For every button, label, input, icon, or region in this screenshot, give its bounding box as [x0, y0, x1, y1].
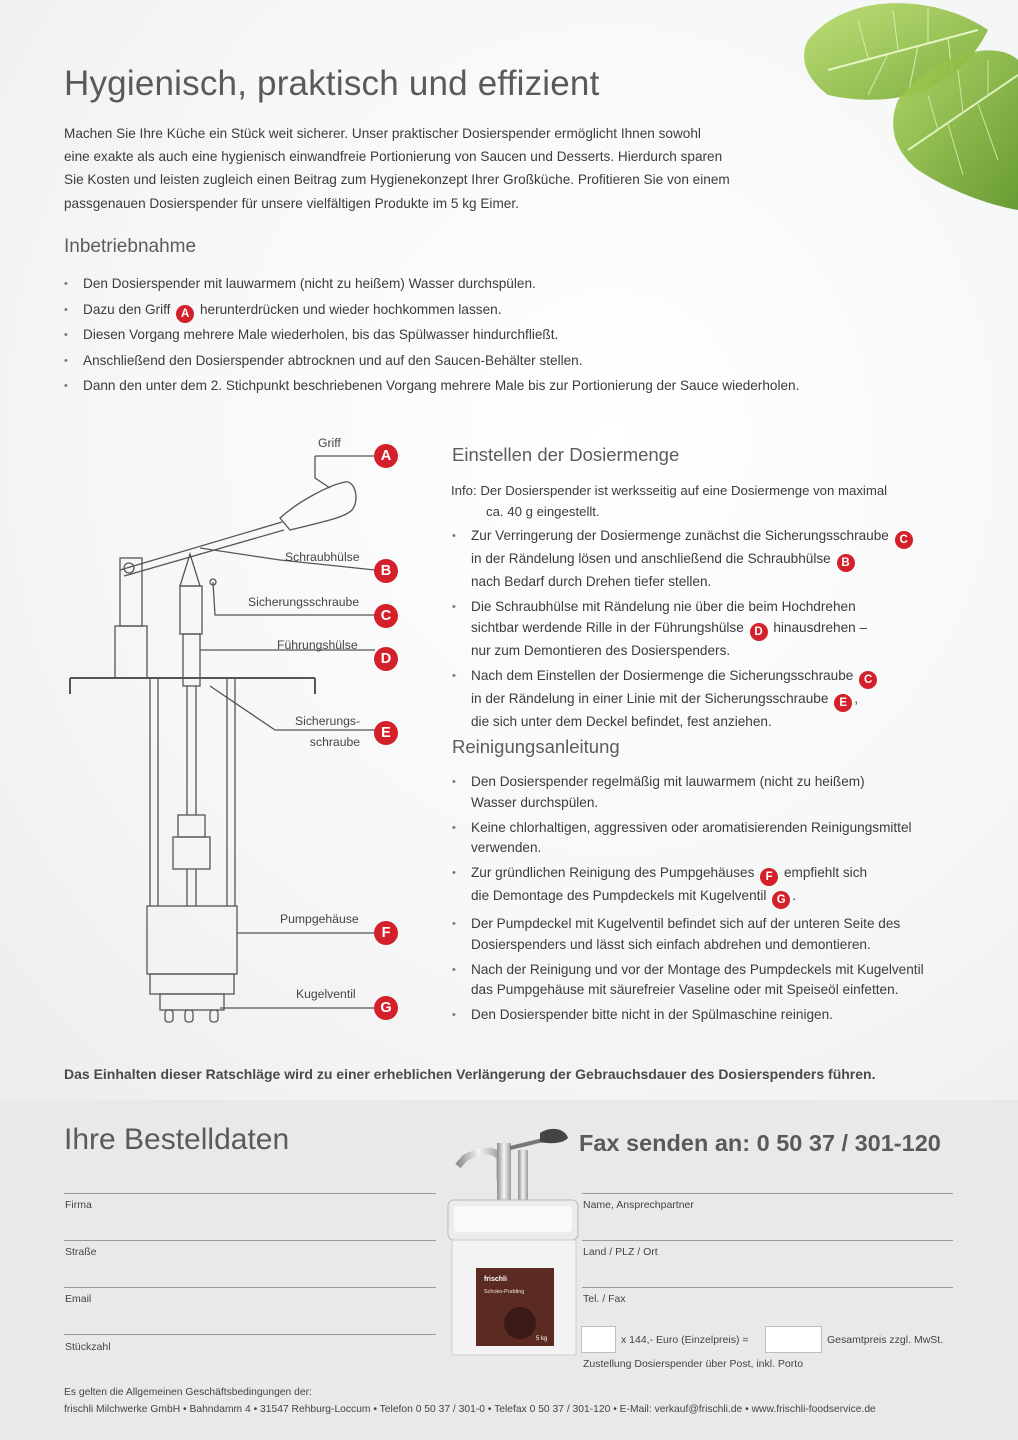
list-item: • Anschließend den Dosierspender abtrocknen und auf den Saucen-Behälter stellen.	[64, 351, 964, 377]
list-item: • Zur gründlichen Reinigung des Pumpgehäuses F empfiehlt sich die Demontage des Pumpdeckels mit Kugelventil G .	[452, 863, 957, 909]
stueckzahl-label: Stückzahl	[65, 1341, 111, 1353]
callout-badge-g: G	[374, 996, 398, 1020]
email-field[interactable]	[64, 1287, 436, 1288]
callout-badge-c: C	[895, 531, 913, 549]
ort-field[interactable]	[582, 1240, 953, 1241]
label-griff: Griff	[318, 436, 341, 450]
svg-text:5 kg: 5 kg	[536, 1336, 548, 1342]
callout-badge-c: C	[374, 604, 398, 628]
inbetriebnahme-heading: Inbetriebnahme	[64, 236, 197, 257]
intro-paragraph: Machen Sie Ihre Küche ein Stück weit sicherer. Unser praktischer Dosierspender ermöglicht Ihnen sowohl eine exakte als auch eine hygienisch einwandfreie Portionierung von Saucen und Desserts. Hierdurch sparen Sie Kosten und leisten zugleich einen Beitrag zum Hygienekonzept Ihrer Großküche. Profitieren Sie von einem passgenauen Dosierspender für unsere vielfältigen Produkte im 5 kg Eimer.	[64, 126, 730, 211]
list-item: • Nach der Reinigung und vor der Montage des Pumpdeckels mit Kugelventil das Pumpgehäuse mit säurefreier Vaseline oder mit Speiseöl einfetten.	[452, 960, 957, 1001]
list-item: • Zur Verringerung der Dosiermenge zunächst die Sicherungsschraube C in der Rändelung lösen und anschließend die Schraubhülse B nach Bedarf durch Drehen tiefer stellen.	[452, 526, 952, 593]
strasse-field[interactable]	[64, 1240, 436, 1241]
order-title: Ihre Bestelldaten	[64, 1123, 290, 1156]
list-item: • Die Schraubhülse mit Rändelung nie über die beim Hochdrehen sichtbar werdende Rille in der Führungshülse D hinausdrehen – nur zum Demontieren des Dosierspenders.	[452, 597, 952, 661]
inbetriebnahme-list	[64, 274, 964, 402]
callout-badge-b: B	[837, 554, 855, 572]
info-note: Info: Der Dosierspender ist werksseitig auf eine Dosiermenge von maximal ca. 40 g eingestellt.	[451, 483, 888, 519]
callout-badge-d: D	[750, 623, 768, 641]
callout-badge-a: A	[176, 305, 194, 323]
list-item: • Den Dosierspender bitte nicht in der Spülmaschine reinigen.	[452, 1005, 957, 1026]
list-item: • Dazu den Griff A herunterdrücken und wieder hochkommen lassen.	[64, 300, 964, 326]
einstellen-heading: Einstellen der Dosiermenge	[452, 444, 680, 465]
callout-badge-g: G	[772, 891, 790, 909]
strasse-label: Straße	[65, 1246, 97, 1258]
label-kugelventil: Kugelventil	[296, 987, 356, 1001]
callout-badge-c: C	[859, 671, 877, 689]
einstellen-list	[452, 526, 952, 737]
list-item: • Diesen Vorgang mehrere Male wiederholen, bis das Spülwasser hindurchfließt.	[64, 325, 964, 351]
callout-badge-f: F	[760, 868, 778, 886]
price-text: x 144,- Euro (Einzelpreis) =	[621, 1334, 749, 1346]
reinigung-list	[452, 772, 957, 1031]
label-sicherungsschraube-2: Sicherungs- schraube	[295, 714, 361, 749]
label-schraubhuelse: Schraubhülse	[285, 550, 360, 564]
list-item: • Den Dosierspender regelmäßig mit lauwarmem (nicht zu heißem) Wasser durchspülen.	[452, 772, 957, 813]
quantity-input[interactable]	[581, 1326, 616, 1353]
product-dispenser-image	[440, 1118, 585, 1370]
callout-badge-a: A	[374, 444, 398, 468]
firma-field[interactable]	[64, 1193, 436, 1194]
ansprechpartner-label: Name, Ansprechpartner	[583, 1199, 694, 1211]
list-item: • Der Pumpdeckel mit Kugelventil befindet sich auf der unteren Seite des Dosierspenders und lässt sich einfach abdrehen und demontieren.	[452, 914, 957, 955]
dispenser-diagram	[60, 430, 410, 1030]
callout-badge-d: D	[374, 647, 398, 671]
label-fuehrungshuelse: Führungshülse	[277, 638, 358, 652]
list-item: • Keine chlorhaltigen, aggressiven oder aromatisierenden Reinigungsmittel verwenden.	[452, 818, 957, 859]
tel-fax-label: Tel. / Fax	[583, 1293, 626, 1305]
ansprechpartner-field[interactable]	[582, 1193, 953, 1194]
fax-number: Fax senden an: 0 50 37 / 301-120	[579, 1130, 941, 1156]
total-label: Gesamtpreis zzgl. MwSt.	[827, 1334, 944, 1346]
reinigung-heading: Reinigungsanleitung	[452, 736, 620, 757]
list-item: • Dann den unter dem 2. Stichpunkt beschriebenen Vorgang mehrere Male bis zur Portionierung der Sauce wiederholen.	[64, 376, 964, 402]
callout-badge-f: F	[374, 921, 398, 945]
callout-badge-e: E	[834, 694, 852, 712]
label-pumpgehaeuse: Pumpgehäuse	[280, 912, 359, 926]
email-label: Email	[65, 1293, 92, 1305]
ort-label: Land / PLZ / Ort	[583, 1246, 658, 1258]
list-item: • Den Dosierspender mit lauwarmem (nicht zu heißem) Wasser durchspülen.	[64, 274, 964, 300]
delivery-note: Zustellung Dosierspender über Post, inkl. Porto	[583, 1358, 804, 1370]
list-item: • Nach dem Einstellen der Dosiermenge die Sicherungsschraube C in der Rändelung in einer Linie mit der Sicherungsschraube E , die sich unter dem Deckel befindet, fest anziehen.	[452, 666, 952, 733]
stueckzahl-field[interactable]	[64, 1334, 436, 1335]
callout-badge-b: B	[374, 559, 398, 583]
total-input[interactable]	[765, 1326, 822, 1353]
svg-text:frischli: frischli	[484, 1276, 507, 1283]
page-title: Hygienisch, praktisch und effizient	[64, 64, 600, 103]
callout-badge-e: E	[374, 721, 398, 745]
firma-label: Firma	[65, 1199, 92, 1211]
tel-fax-field[interactable]	[582, 1287, 953, 1288]
svg-text:Schoko-Pudding: Schoko-Pudding	[484, 1289, 525, 1295]
conclusion-note: Das Einhalten dieser Ratschläge wird zu einer erheblichen Verlängerung der Gebrauchsdauer des Dosierspenders führen.	[64, 1066, 876, 1082]
footer-agb: Es gelten die Allgemeinen Geschäftsbedingungen der:	[64, 1387, 312, 1398]
footer-contact: frischli Milchwerke GmbH • Bahndamm 4 • 31547 Rehburg-Loccum • Telefon 0 50 37 / 301-0 • Telefax 0 50 37 / 301-120 • E-Mail: verkauf@frischli.de • www.frischli-foodservice.de	[64, 1404, 876, 1415]
label-sicherungsschraube: Sicherungsschraube	[248, 595, 360, 609]
